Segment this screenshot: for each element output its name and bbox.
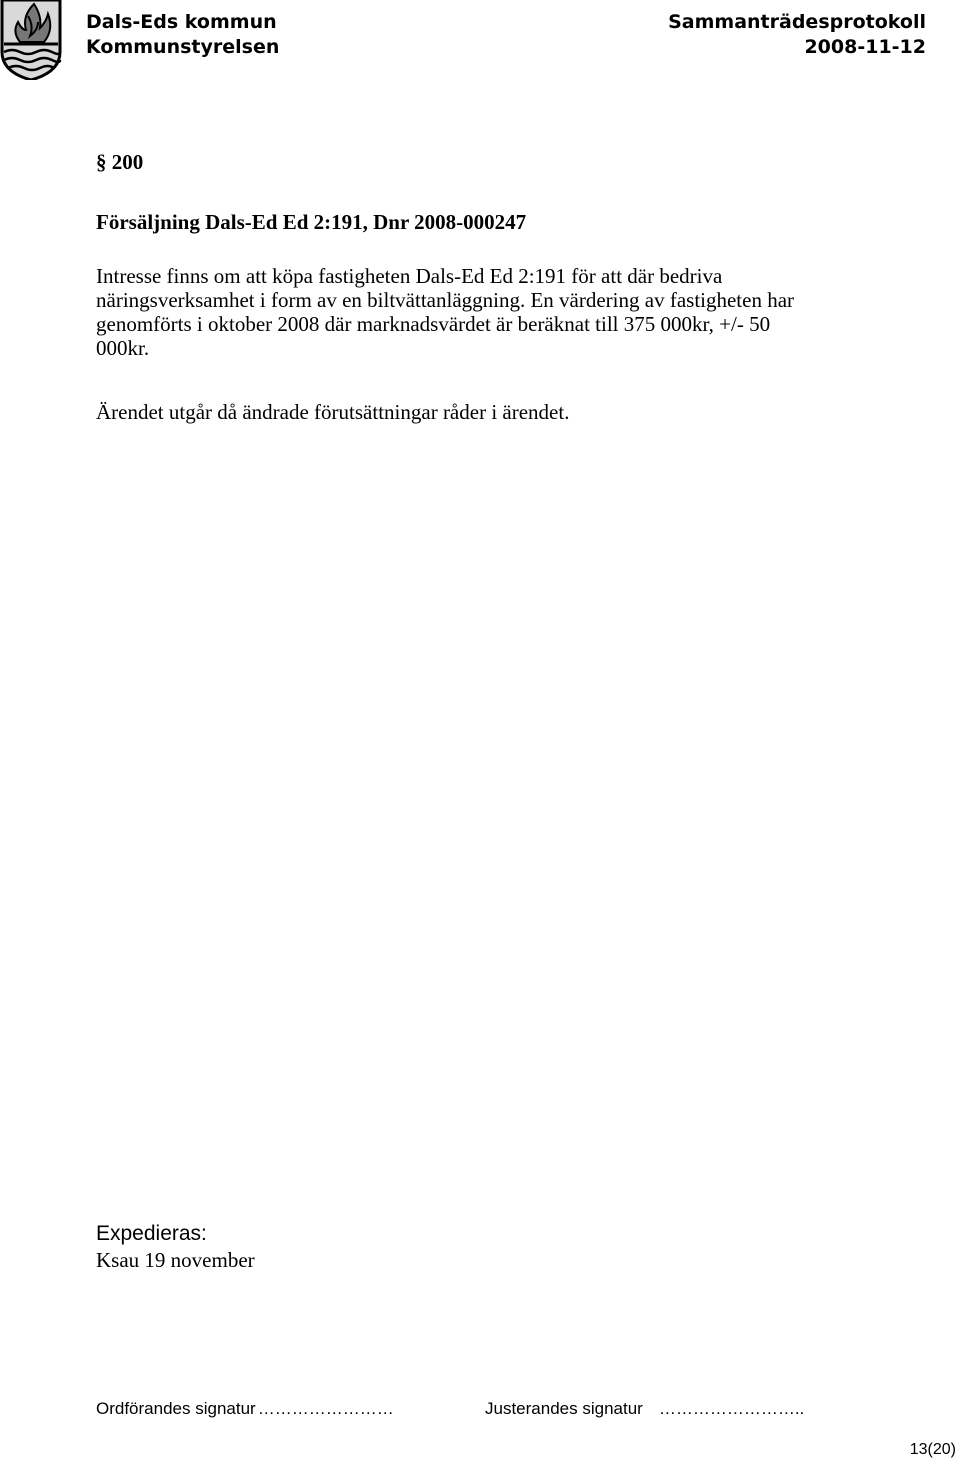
expedition-recipient: Ksau 19 november [96, 1248, 255, 1272]
expedition-label: Expedieras: [96, 1222, 207, 1245]
description-line: Intresse finns om att köpa fastigheten Dals-Ed Ed 2:191 för att där bedriva [96, 264, 723, 288]
description-line: 000kr. [96, 336, 150, 360]
board-name: Kommunstyrelsen [86, 36, 280, 58]
municipality-name: Dals-Eds kommun [86, 11, 277, 33]
chair-signature-label: Ordförandes signatur [96, 1399, 256, 1418]
chair-signature [96, 1398, 394, 1420]
matter-description [96, 264, 886, 360]
section-value: 200 [111, 150, 144, 174]
matter-title: Försäljning Dals-Ed Ed 2:191, Dnr 2008-000247 [96, 210, 527, 234]
chair-signature-dots: …………………… [257, 1399, 394, 1418]
page-number: 13(20) [909, 1441, 956, 1458]
section-symbol: § [96, 150, 107, 174]
description-line: genomförts i oktober 2008 där marknadsvärdet är beräknat till 375 000kr, +/- 50 [96, 312, 771, 336]
meeting-date: 2008-11-12 [804, 36, 926, 58]
decision-text: Ärendet utgår då ändrade förutsättningar råder i ärendet. [96, 400, 570, 424]
adjuster-signature-label: Justerandes signatur [485, 1399, 643, 1418]
municipality-logo [0, 0, 62, 80]
header-right [668, 10, 926, 60]
header-left [86, 10, 279, 60]
adjuster-signature [485, 1398, 804, 1420]
document-type: Sammanträdesprotokoll [668, 11, 926, 33]
section-number [96, 150, 143, 174]
description-line: näringsverksamhet i form av en biltvättanläggning. En värdering av fastigheten har [96, 288, 795, 312]
adjuster-signature-dots: …………………….. [658, 1399, 805, 1418]
